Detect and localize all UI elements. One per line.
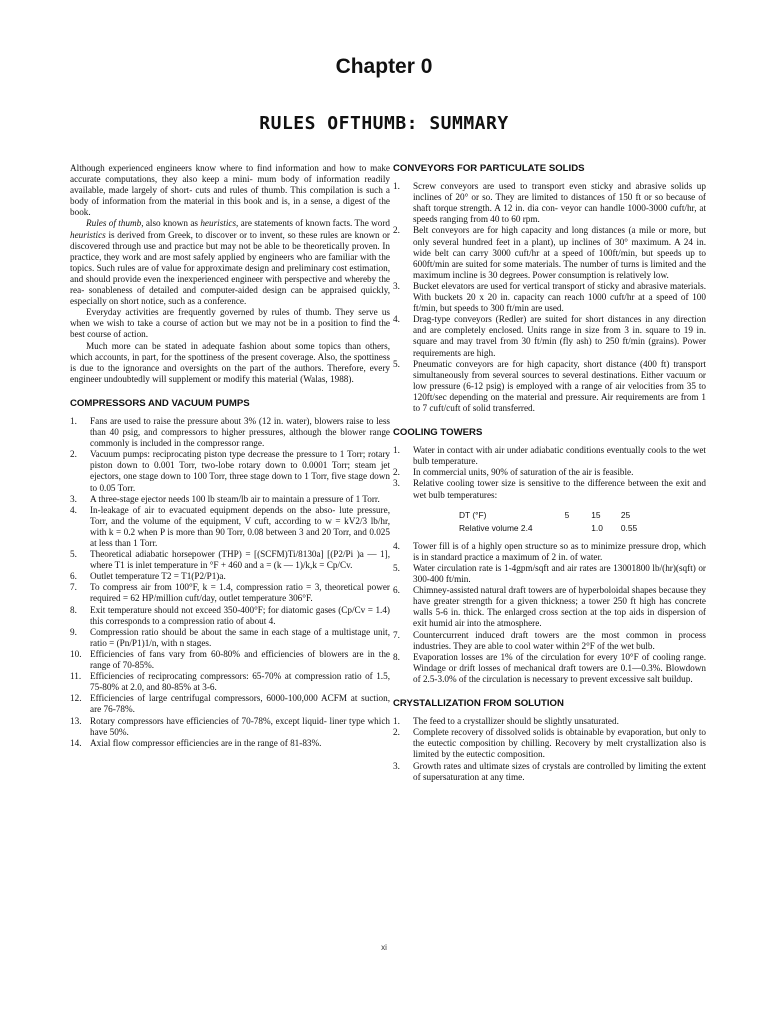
cooling-tower-size-table (459, 509, 645, 535)
list-item: 3. A three-stage ejector needs 100 lb steam/lb air to maintain a pressure of 1 Torr. (70, 493, 380, 504)
list-item: 5. Theoretical adiabatic horsepower (THP) = [(SCFM)Ti/8130a] [(P2/Pi )a — 1], where T1 is inlet temperature in °F + 460 and a = (k — 1)/k,k = Cp/Cv. (70, 549, 390, 571)
list-item: 8. Evaporation losses are 1% of the circulation for every 10°F of cooling range. Windage or drift losses of mechanical draft towers are 0.1—0.3%. Blowdown of 2.5-3.0% of the circulation is necessary to prevent excessive salt buildup. (393, 651, 706, 684)
intro-paragraph-1: Although experienced engineers know where to find information and how to make accurate computations, they also keep a mini- mum body of information readily available, made largely of short- cuts and rules of thumb. This compilation is such a body of information from the material in this book and is, in a sense, a digest of the book. (70, 163, 390, 218)
table-cell (541, 522, 578, 535)
table-row (459, 522, 645, 535)
list-item: 7. Countercurrent induced draft towers are the most common in process industries. They are able to cool water within 2°F of the wet bulb. (393, 629, 706, 651)
intro-paragraph-3: Everyday activities are frequently governed by rules of thumb. They serve us when we wish to take a course of action but we may not be in a position to find the best course of action. (70, 307, 390, 340)
list-item: 4. In-leakage of air to evacuated equipment depends on the abso- lute pressure, Torr, and the volume of the equipment, V cuft, according to w = kV2/3 lb/hr, with k = 0.2 when P is more than 90 Torr, 0.08 between 3 and 20 Torr, and 0.025 at less than 1 Torr. (70, 504, 390, 548)
list-item: 3. Relative cooling tower size is sensitive to the difference between the exit and wet bulb temperatures: (393, 478, 706, 500)
conveyors-list (393, 181, 706, 414)
list-item: 2. In commercial units, 90% of saturation of the air is feasible. (393, 467, 634, 478)
list-item: 2. Vacuum pumps: reciprocating piston type decrease the pressure to 1 Torr; rotary piston down to 0.001 Torr, two-lobe rotary down to 0.0001 Torr; steam jet ejectors, one stage down to 100 Torr, three stage down to 1 Torr, five stage down to 0.05 Torr. (70, 449, 390, 493)
compressors-list (70, 416, 390, 749)
section-heading-cooling-towers: COOLING TOWERS (393, 427, 483, 439)
list-item: 1. Screw conveyors are used to transport even sticky and abrasive solids up inclines of 20° or so. They are limited to distances of 150 ft or so because of shaft torque strength. A 12 in. dia con- veyor can handle 1000-3000 cuft/hr, at speeds ranging from 40 to 60 rpm. (393, 181, 706, 225)
list-item: 6. Chimney-assisted natural draft towers are of hyperboloidal shapes because they have greater strength for a given thickness; a tower 250 ft high has concrete walls 5-6 in. thick. The enlarged cross section at the top aids in dispersion of exit humid air into the atmosphere. (393, 585, 706, 629)
list-item: 2. Belt conveyors are for high capacity and long distances (a mile or more, but only several hundred feet in a plant), up inclines of 30° maximum. A 24 in. wide belt can carry 3000 cuft/hr at a speed of 100ft/min, but speeds up to 600ft/min are suited for some materials. The number of turns is limited and the maximum incline is 30 degrees. Power consumption is relatively low. (393, 225, 706, 280)
list-item: 1. Fans are used to raise the pressure about 3% (12 in. water), blowers raise to less than 40 psig, and compressors to higher pressures, although the blower range commonly is included in the compressor range. (70, 415, 390, 449)
section-heading-compressors: COMPRESSORS AND VACUUM PUMPS (70, 397, 250, 409)
table-cell: Relative volume 2.4 (459, 522, 533, 533)
list-item: 14. Axial flow compressor efficiencies are in the range of 81-83%. (70, 737, 322, 748)
list-item: 13. Rotary compressors have efficiencies of 70-78%, except liquid- liner type which have 50%. (70, 715, 390, 737)
list-item: 8. Exit temperature should not exceed 350-400°F; for diatomic gases (Cp/Cv = 1.4) this corresponds to a compression ratio of about 4. (70, 604, 390, 626)
table-cell: 5 (564, 509, 570, 520)
section-heading-conveyors: CONVEYORS FOR PARTICULATE SOLIDS (393, 163, 585, 174)
list-item: 10. Efficiencies of fans vary from 60-80% and efficiencies of blowers are in the range of 70-85%. (70, 648, 390, 671)
list-item: 11. Efficiencies of reciprocating compressors: 65-70% at compression ratio of 1.5, 75-80% at 2.0, and 80-85% at 3-6. (70, 671, 390, 693)
list-item: 3. Growth rates and ultimate sizes of crystals are controlled by limiting the extent of supersaturation at any time. (393, 760, 706, 782)
list-item: 2. Complete recovery of dissolved solids is obtainable by evaporation, but only to the eutectic composition by chilling. Recovery by melt crystallization also is limited by the eutectic composition. (393, 727, 706, 760)
left-column (70, 163, 390, 749)
list-item: 5. Pneumatic conveyors are for high capacity, short distance (400 ft) transport simultaneously from several sources to several destinations. Either vacuum or low pressure (6-12 psig) is employed with a range of air velocities from 35 to 120ft/sec depending on the material and pressure. Air requirements are from 1 to 7 cuft/cuft of solid transferred. (393, 358, 706, 413)
list-item: 4. Drag-type conveyors (Redler) are suited for short distances in any direction and are completely enclosed. Units range in size from 3 in. square to 19 in. square and may travel from 30 ft/min (fly ash) to 250 ft/min (grains). Power requirements are high. (393, 314, 706, 358)
cooling-towers-list (393, 445, 706, 500)
chapter-label: Chapter 0 (335, 55, 433, 78)
crystallization-list (393, 716, 706, 783)
intro-paragraph-4: Much more can be stated in adequate fashion about some topics than others, which accounts, in part, for the spottiness of the present coverage. Also, the spottiness is due to the ignorance and oversights on the part of the authors. Therefore, every engineer undoubtedly will supplement or modify this material (Walas, 1988). (70, 340, 390, 384)
table-cell: 0.55 (620, 522, 638, 533)
list-item: 3. Bucket elevators are used for vertical transport of sticky and abrasive materials. With buckets 20 x 20 in. capacity can reach 1000 cuft/hr at a speed of 100 ft/min, but speeds to 300 ft/min are used. (393, 280, 706, 314)
section-heading-crystallization: CRYSTALLIZATION FROM SOLUTION (393, 698, 564, 710)
table-row (459, 509, 645, 522)
list-item: 7. To compress air from 100°F, k = 1.4, compression ratio = 3, theoretical power required = 62 HP/million cuft/day, outlet temperature 306°F. (70, 582, 390, 604)
table-cell: 25 (620, 509, 631, 520)
intro-paragraph-2: Rules of thumb, also known as heuristics, are statements of known facts. The word heuristics is derived from Greek, to discover or to invent, so these rules are known or discovered through use and practice but may not be able to be theoretically proven. In practice, they work and are most safely applied by engineers who are familiar with the topics. Such rules are of value for approximate design and preliminary cost estimation, and should provide even the inexperienced engineer with perspective and whereby the rea- sonableness of detailed and computer-aided design can be appraised quickly, especially on short notice, such as a conference. (70, 218, 390, 307)
list-item: 4. Tower fill is of a highly open structure so as to minimize pressure drop, which is in standard practice a maximum of 2 in. of water. (393, 540, 706, 562)
right-column (393, 163, 706, 783)
table-cell: DT (°F) (459, 509, 487, 520)
table-cell: 1.0 (591, 522, 603, 533)
list-item: 6. Outlet temperature T2 = T1(P2/P1)a. (70, 571, 226, 582)
list-item: 9. Compression ratio should be about the same in each stage of a multistage unit, ratio = (Pn/P1)1/n, with n stages. (70, 626, 390, 648)
list-item: 1. The feed to a crystallizer should be slightly unsaturated. (393, 716, 619, 727)
list-item: 1. Water in contact with air under adiabatic conditions eventually cools to the wet bulb temperature. (393, 445, 706, 467)
page-number: xi (381, 943, 387, 952)
list-item: 12. Efficiencies of large centrifugal compressors, 6000-100,000 ACFM at suction, are 76-78%. (70, 693, 390, 715)
list-item: 5. Water circulation rate is 1-4gpm/sqft and air rates are 13001800 lb/(hr)(sqft) or 300-400 ft/min. (393, 563, 706, 585)
page-title: RULES OFTHUMB: SUMMARY (259, 113, 509, 134)
cooling-towers-list-continued (393, 541, 706, 685)
table-cell: 15 (591, 509, 601, 520)
